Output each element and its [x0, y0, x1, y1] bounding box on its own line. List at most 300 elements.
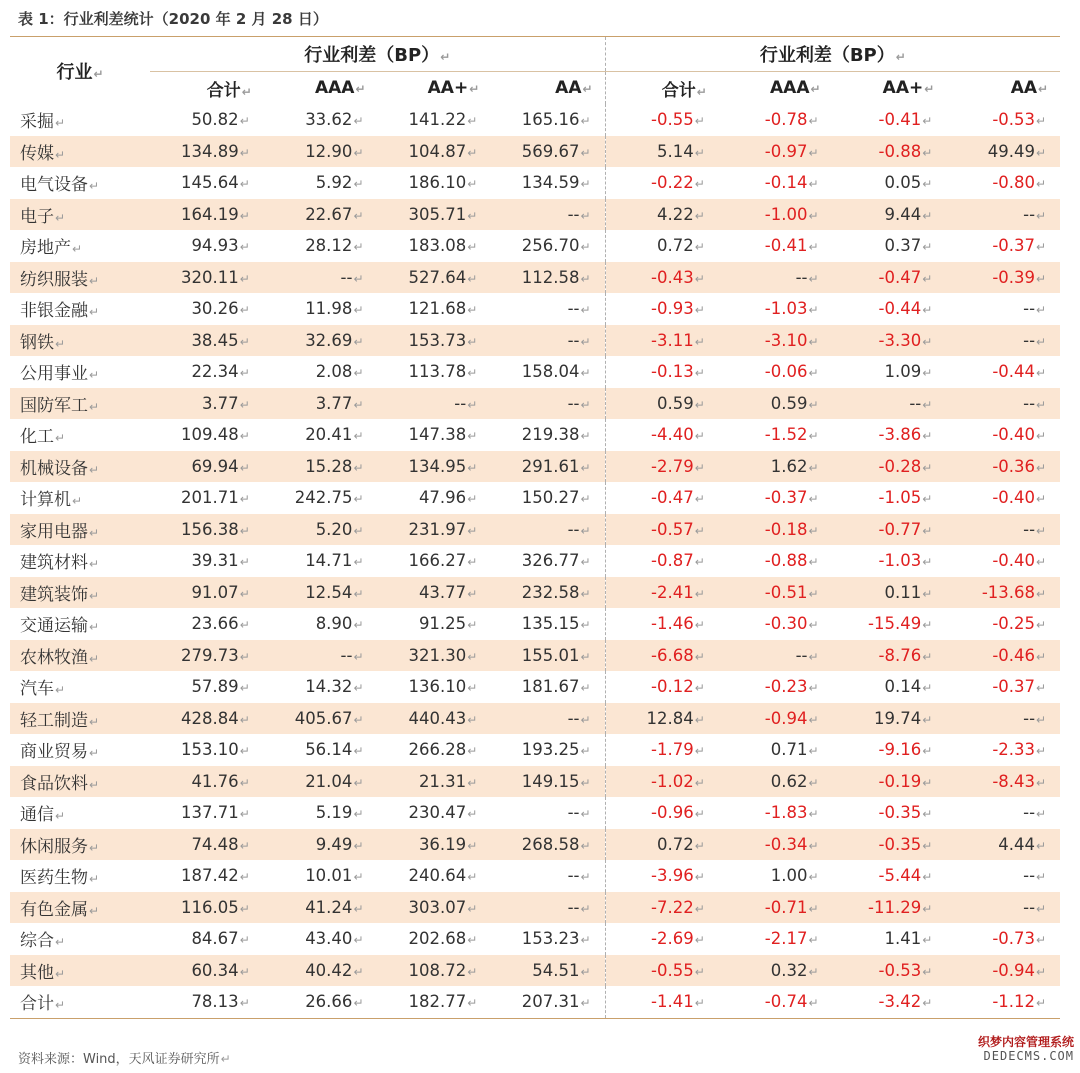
value-cell: -0.71↵ — [719, 892, 833, 924]
value-cell: -1.03↵ — [878, 551, 933, 571]
table-row — [10, 199, 1060, 231]
value-cell: 1.41↵ — [884, 929, 933, 949]
subheader-aaa-a: AAA↵ — [264, 72, 378, 105]
value-cell: -1.05↵ — [878, 488, 933, 508]
value-cell: 230.47↵ — [408, 803, 478, 823]
industry-name-cell: 汽车↵ — [20, 679, 66, 700]
value-cell: 569.67↵ — [491, 136, 605, 168]
value-cell: -0.97↵ — [719, 136, 833, 168]
industry-name-cell: 钢铁↵ — [10, 325, 150, 357]
value-cell: -0.25↵ — [992, 614, 1047, 634]
value-cell: 0.59↵ — [605, 388, 719, 420]
value-cell: -3.30↵ — [833, 325, 947, 357]
industry-name-cell: 采掘↵ — [20, 112, 66, 133]
value-cell: 43.77↵ — [378, 577, 492, 609]
value-cell: 5.14↵ — [605, 136, 719, 168]
value-cell: 440.43↵ — [378, 703, 492, 735]
value-cell: 69.94↵ — [150, 451, 264, 483]
value-cell: --↵ — [946, 514, 1060, 546]
value-cell: 150.27↵ — [491, 482, 605, 514]
value-cell: -0.44↵ — [878, 299, 933, 319]
value-cell: 39.31↵ — [191, 551, 250, 571]
value-cell: 405.67↵ — [264, 703, 378, 735]
value-cell: -0.06↵ — [764, 362, 819, 382]
table-row — [10, 671, 1060, 703]
table-row — [10, 388, 1060, 420]
table-row — [10, 986, 1060, 1018]
value-cell: 134.95↵ — [378, 451, 492, 483]
industry-name-cell: 合计↵ — [20, 994, 66, 1015]
industry-name-cell: 传媒↵ — [10, 136, 150, 168]
value-cell: -0.88↵ — [833, 136, 947, 168]
value-cell: 145.64↵ — [180, 173, 250, 193]
value-cell: 186.10↵ — [408, 173, 478, 193]
value-cell: 91.25↵ — [418, 614, 478, 634]
value-cell: 207.31↵ — [491, 986, 605, 1018]
value-cell: 94.93↵ — [191, 236, 250, 256]
industry-name-cell: 食品饮料↵ — [10, 766, 150, 798]
value-cell: 12.54↵ — [264, 577, 378, 609]
value-cell: 38.45↵ — [150, 325, 264, 357]
value-cell: 11.98↵ — [305, 299, 364, 319]
value-cell: -8.76↵ — [833, 640, 947, 672]
value-cell: 40.42↵ — [264, 955, 378, 987]
value-cell: 4.22↵ — [605, 199, 719, 231]
table-row — [10, 482, 1060, 514]
value-cell: -0.12↵ — [651, 677, 705, 697]
value-cell: -15.49↵ — [868, 614, 933, 634]
value-cell: 12.84↵ — [605, 703, 719, 735]
value-cell: -0.13↵ — [651, 362, 705, 382]
value-cell: 147.38↵ — [408, 425, 478, 445]
value-cell: 21.31↵ — [378, 766, 492, 798]
value-cell: -0.40↵ — [992, 488, 1047, 508]
value-cell: -1.12↵ — [992, 992, 1047, 1012]
value-cell: --↵ — [264, 640, 378, 672]
subheader-aa-a: AA↵ — [491, 72, 605, 105]
industry-name-cell: 纺织服装↵ — [10, 262, 150, 294]
value-cell: 156.38↵ — [150, 514, 264, 546]
value-cell: -0.53↵ — [833, 955, 947, 987]
value-cell: 8.90↵ — [315, 614, 364, 634]
industry-name-cell: 综合↵ — [20, 931, 66, 952]
value-cell: -0.14↵ — [764, 173, 819, 193]
value-cell: 108.72↵ — [378, 955, 492, 987]
value-cell: 41.76↵ — [150, 766, 264, 798]
value-cell: -0.93↵ — [651, 299, 705, 319]
table-row — [10, 734, 1060, 766]
value-cell: 326.77↵ — [491, 545, 605, 577]
value-cell: 240.64↵ — [408, 866, 478, 886]
subheader-total-a: 合计↵ — [150, 72, 264, 105]
table-row — [10, 136, 1060, 168]
value-cell: 201.71↵ — [180, 488, 250, 508]
value-cell: 135.15↵ — [491, 608, 605, 640]
value-cell: 84.67↵ — [191, 929, 250, 949]
value-cell: 113.78↵ — [408, 362, 478, 382]
value-cell: 0.11↵ — [833, 577, 947, 609]
table-caption: 表 1：行业利差统计（2020 年 2 月 28 日） — [18, 10, 328, 28]
value-cell: -0.55↵ — [605, 955, 719, 987]
value-cell: 14.71↵ — [305, 551, 364, 571]
value-cell: --↵ — [264, 262, 378, 294]
value-cell: -5.44↵ — [878, 866, 933, 886]
value-cell: -0.37↵ — [992, 236, 1047, 256]
value-cell: 182.77↵ — [408, 992, 478, 1012]
value-cell: 527.64↵ — [378, 262, 492, 294]
value-cell: -0.41↵ — [764, 236, 819, 256]
industry-name-cell: 电子↵ — [10, 199, 150, 231]
value-cell: 231.97↵ — [378, 514, 492, 546]
value-cell: 1.09↵ — [884, 362, 933, 382]
value-cell: 26.66↵ — [305, 992, 364, 1012]
value-cell: 137.71↵ — [180, 803, 250, 823]
value-cell: -0.94↵ — [719, 703, 833, 735]
value-cell: -1.03↵ — [764, 299, 819, 319]
value-cell: -0.55↵ — [651, 110, 705, 130]
value-cell: 47.96↵ — [418, 488, 478, 508]
value-cell: -0.77↵ — [833, 514, 947, 546]
value-cell: 165.16↵ — [491, 104, 605, 136]
value-cell: -13.68↵ — [946, 577, 1060, 609]
value-cell: 5.20↵ — [264, 514, 378, 546]
header-industry: 行业↵ — [56, 61, 104, 83]
value-cell: 0.62↵ — [719, 766, 833, 798]
value-cell: 112.58↵ — [491, 262, 605, 294]
value-cell: -7.22↵ — [605, 892, 719, 924]
table-row — [10, 293, 1060, 325]
value-cell: -1.00↵ — [719, 199, 833, 231]
industry-name-cell: 休闲服务↵ — [10, 829, 150, 861]
value-cell: -3.11↵ — [605, 325, 719, 357]
industry-name-cell: 国防军工↵ — [10, 388, 150, 420]
value-cell: 187.42↵ — [180, 866, 250, 886]
value-cell: -0.78↵ — [764, 110, 819, 130]
watermark-line1: 织梦内容管理系统 — [977, 1035, 1074, 1049]
value-cell: --↵ — [719, 262, 833, 294]
table-row — [10, 514, 1060, 546]
value-cell: 41.24↵ — [264, 892, 378, 924]
value-cell: 232.58↵ — [491, 577, 605, 609]
value-cell: -0.43↵ — [605, 262, 719, 294]
value-cell: 5.92↵ — [315, 173, 364, 193]
value-cell: --↵ — [946, 325, 1060, 357]
table-row — [10, 545, 1060, 577]
value-cell: 166.27↵ — [408, 551, 478, 571]
value-cell: -1.83↵ — [764, 803, 819, 823]
table-row — [10, 608, 1060, 640]
table-row — [10, 577, 1060, 609]
value-cell: 153.73↵ — [378, 325, 492, 357]
value-cell: -4.40↵ — [651, 425, 705, 445]
value-cell: 49.49↵ — [946, 136, 1060, 168]
table-row — [10, 860, 1060, 892]
value-cell: 303.07↵ — [378, 892, 492, 924]
value-cell: 14.32↵ — [305, 677, 364, 697]
table-row — [10, 640, 1060, 672]
value-cell: 158.04↵ — [491, 356, 605, 388]
value-cell: 109.48↵ — [180, 425, 250, 445]
header-group-a: 行业利差（BP）↵ — [150, 37, 605, 72]
value-cell: -3.42↵ — [878, 992, 933, 1012]
industry-name-cell: 房地产↵ — [20, 238, 83, 259]
value-cell: 0.72↵ — [656, 236, 705, 256]
industry-name-cell: 其他↵ — [10, 955, 150, 987]
value-cell: 193.25↵ — [491, 734, 605, 766]
value-cell: 0.32↵ — [719, 955, 833, 987]
value-cell: 155.01↵ — [491, 640, 605, 672]
value-cell: --↵ — [491, 325, 605, 357]
value-cell: --↵ — [946, 199, 1060, 231]
value-cell: 54.51↵ — [491, 955, 605, 987]
value-cell: 256.70↵ — [491, 230, 605, 262]
value-cell: 9.49↵ — [264, 829, 378, 861]
table-row — [10, 262, 1060, 294]
value-cell: 268.58↵ — [491, 829, 605, 861]
value-cell: 181.67↵ — [491, 671, 605, 703]
table-row — [10, 356, 1060, 388]
industry-name-cell: 电气设备↵ — [20, 175, 100, 196]
value-cell: -6.68↵ — [605, 640, 719, 672]
value-cell: --↵ — [491, 293, 605, 325]
value-cell: 428.84↵ — [150, 703, 264, 735]
value-cell: 32.69↵ — [264, 325, 378, 357]
value-cell: -3.86↵ — [878, 425, 933, 445]
value-cell: 36.19↵ — [378, 829, 492, 861]
value-cell: -0.47↵ — [833, 262, 947, 294]
value-cell: -2.79↵ — [605, 451, 719, 483]
source-note: 资料来源：Wind，天风证券研究所↵ — [18, 1052, 231, 1067]
value-cell: 78.13↵ — [191, 992, 250, 1012]
value-cell: --↵ — [1023, 866, 1047, 886]
value-cell: 1.62↵ — [719, 451, 833, 483]
value-cell: 149.15↵ — [491, 766, 605, 798]
value-cell: -1.02↵ — [605, 766, 719, 798]
subheader-aaa-b: AAA↵ — [719, 72, 833, 105]
subheader-aa-b: AA↵ — [946, 72, 1060, 105]
industry-name-cell: 建筑材料↵ — [20, 553, 100, 574]
value-cell: -0.80↵ — [992, 173, 1047, 193]
value-cell: -9.16↵ — [878, 740, 933, 760]
subheader-total-b: 合计↵ — [605, 72, 719, 105]
value-cell: -0.18↵ — [719, 514, 833, 546]
value-cell: --↵ — [491, 514, 605, 546]
value-cell: -2.33↵ — [992, 740, 1047, 760]
value-cell: 2.08↵ — [315, 362, 364, 382]
value-cell: 57.89↵ — [191, 677, 250, 697]
value-cell: -0.57↵ — [605, 514, 719, 546]
table-row — [10, 230, 1060, 262]
value-cell: -0.30↵ — [764, 614, 819, 634]
value-cell: -0.37↵ — [764, 488, 819, 508]
value-cell: 0.05↵ — [884, 173, 933, 193]
table-row — [10, 923, 1060, 955]
value-cell: -0.23↵ — [764, 677, 819, 697]
value-cell: 121.68↵ — [408, 299, 478, 319]
value-cell: -0.35↵ — [833, 829, 947, 861]
value-cell: 153.23↵ — [491, 923, 605, 955]
value-cell: -0.19↵ — [833, 766, 947, 798]
value-cell: 305.71↵ — [378, 199, 492, 231]
value-cell: -1.41↵ — [651, 992, 705, 1012]
industry-name-cell: 医药生物↵ — [20, 868, 100, 889]
value-cell: -0.34↵ — [719, 829, 833, 861]
value-cell: -3.96↵ — [651, 866, 705, 886]
value-cell: 19.74↵ — [833, 703, 947, 735]
value-cell: -8.43↵ — [946, 766, 1060, 798]
value-cell: 30.26↵ — [191, 299, 250, 319]
table-row — [10, 955, 1060, 987]
value-cell: 43.40↵ — [305, 929, 364, 949]
table-row — [10, 797, 1060, 829]
watermark-line2: DEDECMS.COM — [983, 1049, 1074, 1063]
value-cell: -0.39↵ — [946, 262, 1060, 294]
industry-name-cell: 非银金融↵ — [20, 301, 100, 322]
value-cell: -11.29↵ — [833, 892, 947, 924]
industry-spread-table — [10, 36, 1060, 1019]
value-cell: --↵ — [491, 892, 605, 924]
value-cell: -0.41↵ — [878, 110, 933, 130]
value-cell: 4.44↵ — [946, 829, 1060, 861]
value-cell: -0.22↵ — [651, 173, 705, 193]
industry-name-cell: 建筑装饰↵ — [10, 577, 150, 609]
value-cell: 116.05↵ — [150, 892, 264, 924]
industry-name-cell: 计算机↵ — [20, 490, 83, 511]
industry-name-cell: 农林牧渔↵ — [10, 640, 150, 672]
value-cell: 60.34↵ — [150, 955, 264, 987]
table-bottom-rule — [10, 1018, 1060, 1019]
table-row — [10, 167, 1060, 199]
value-cell: 0.72↵ — [605, 829, 719, 861]
value-cell: 0.37↵ — [884, 236, 933, 256]
value-cell: 3.77↵ — [150, 388, 264, 420]
value-cell: 3.77↵ — [264, 388, 378, 420]
value-cell: --↵ — [946, 388, 1060, 420]
value-cell: 23.66↵ — [191, 614, 250, 634]
value-cell: -0.47↵ — [651, 488, 705, 508]
value-cell: 28.12↵ — [305, 236, 364, 256]
value-cell: 242.75↵ — [294, 488, 364, 508]
value-cell: 104.87↵ — [378, 136, 492, 168]
watermark — [978, 1035, 1074, 1063]
value-cell: -0.37↵ — [992, 677, 1047, 697]
value-cell: -0.96↵ — [651, 803, 705, 823]
value-cell: -0.87↵ — [651, 551, 705, 571]
value-cell: -0.40↵ — [992, 425, 1047, 445]
value-cell: 33.62↵ — [305, 110, 364, 130]
value-cell: --↵ — [491, 860, 605, 892]
value-cell: -2.69↵ — [651, 929, 705, 949]
value-cell: 279.73↵ — [150, 640, 264, 672]
value-cell: -0.40↵ — [992, 551, 1047, 571]
industry-name-cell: 化工↵ — [20, 427, 66, 448]
table-row — [10, 419, 1060, 451]
value-cell: -0.35↵ — [878, 803, 933, 823]
value-cell: -0.94↵ — [946, 955, 1060, 987]
value-cell: -1.46↵ — [651, 614, 705, 634]
table-row — [10, 325, 1060, 357]
header-group-b: 行业利差（BP）↵ — [759, 45, 906, 66]
value-cell: -0.51↵ — [719, 577, 833, 609]
industry-name-cell: 机械设备↵ — [10, 451, 150, 483]
table-row — [10, 104, 1060, 136]
table-row — [10, 892, 1060, 924]
subheader-aaplus-a: AA+↵ — [378, 72, 492, 105]
value-cell: 21.04↵ — [264, 766, 378, 798]
value-cell: --↵ — [719, 640, 833, 672]
value-cell: 320.11↵ — [150, 262, 264, 294]
value-cell: 9.44↵ — [833, 199, 947, 231]
value-cell: --↵ — [491, 703, 605, 735]
subheader-aaplus-b: AA+↵ — [833, 72, 947, 105]
value-cell: 219.38↵ — [491, 419, 605, 451]
table-body — [10, 104, 1060, 1018]
value-cell: --↵ — [1023, 299, 1047, 319]
value-cell: 202.68↵ — [408, 929, 478, 949]
value-cell: 22.34↵ — [191, 362, 250, 382]
value-cell: 5.19↵ — [315, 803, 364, 823]
value-cell: 183.08↵ — [408, 236, 478, 256]
industry-name-cell: 有色金属↵ — [10, 892, 150, 924]
value-cell: --↵ — [491, 388, 605, 420]
value-cell: -2.41↵ — [605, 577, 719, 609]
value-cell: 291.61↵ — [491, 451, 605, 483]
value-cell: 134.59↵ — [491, 167, 605, 199]
value-cell: -0.44↵ — [992, 362, 1047, 382]
value-cell: --↵ — [1023, 803, 1047, 823]
value-cell: 91.07↵ — [150, 577, 264, 609]
value-cell: 74.48↵ — [150, 829, 264, 861]
value-cell: -2.17↵ — [764, 929, 819, 949]
value-cell: 164.19↵ — [150, 199, 264, 231]
industry-name-cell: 交通运输↵ — [20, 616, 100, 637]
value-cell: --↵ — [491, 199, 605, 231]
table-row — [10, 766, 1060, 798]
value-cell: 321.30↵ — [378, 640, 492, 672]
industry-name-cell: 家用电器↵ — [10, 514, 150, 546]
value-cell: 12.90↵ — [264, 136, 378, 168]
value-cell: -0.46↵ — [946, 640, 1060, 672]
value-cell: 15.28↵ — [264, 451, 378, 483]
value-cell: --↵ — [378, 388, 492, 420]
value-cell: 20.41↵ — [305, 425, 364, 445]
value-cell: 10.01↵ — [305, 866, 364, 886]
value-cell: 153.10↵ — [180, 740, 250, 760]
table-row — [10, 829, 1060, 861]
value-cell: -3.10↵ — [719, 325, 833, 357]
industry-name-cell: 通信↵ — [20, 805, 66, 826]
value-cell: 0.14↵ — [884, 677, 933, 697]
value-cell: -0.74↵ — [764, 992, 819, 1012]
value-cell: 1.00↵ — [770, 866, 819, 886]
value-cell: 0.71↵ — [770, 740, 819, 760]
value-cell: 56.14↵ — [305, 740, 364, 760]
value-cell: 266.28↵ — [408, 740, 478, 760]
value-cell: -0.88↵ — [764, 551, 819, 571]
table-row — [10, 451, 1060, 483]
value-cell: 134.89↵ — [150, 136, 264, 168]
industry-name-cell: 公用事业↵ — [20, 364, 100, 385]
value-cell: -0.36↵ — [946, 451, 1060, 483]
value-cell: --↵ — [946, 703, 1060, 735]
value-cell: 141.22↵ — [408, 110, 478, 130]
value-cell: 22.67↵ — [264, 199, 378, 231]
value-cell: 0.59↵ — [719, 388, 833, 420]
value-cell: --↵ — [491, 797, 605, 829]
value-cell: -0.53↵ — [992, 110, 1047, 130]
value-cell: 136.10↵ — [408, 677, 478, 697]
value-cell: -0.73↵ — [992, 929, 1047, 949]
